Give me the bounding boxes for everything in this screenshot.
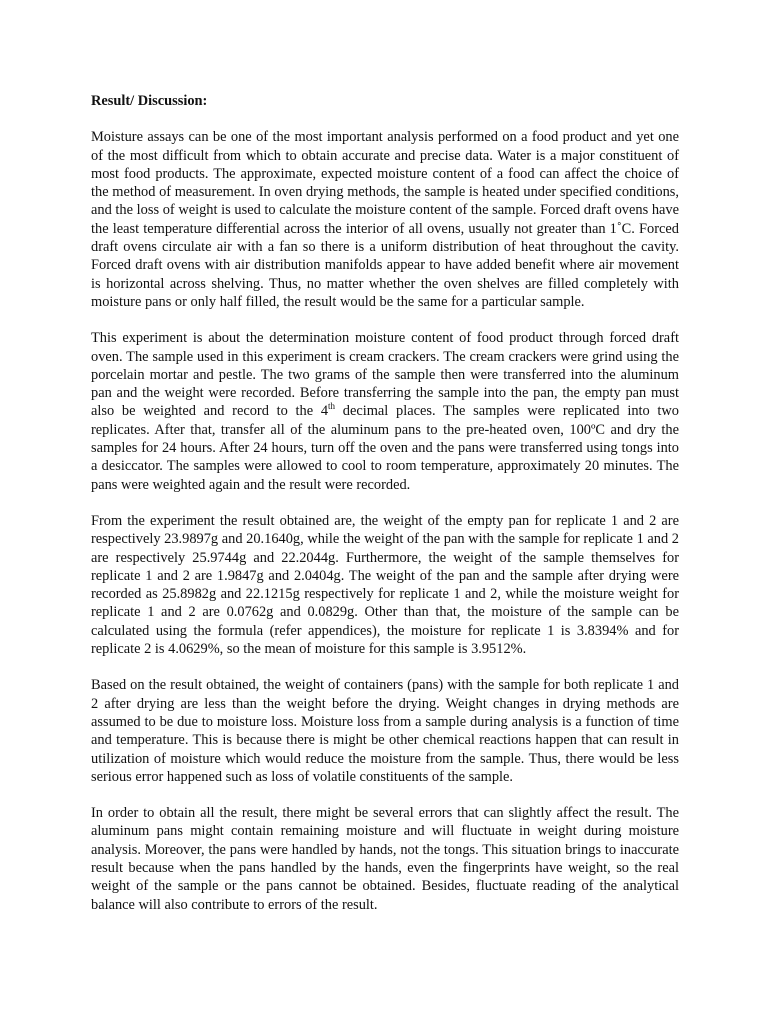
section-heading: Result/ Discussion: [91, 93, 208, 109]
paragraph-weight-changes: Based on the result obtained, the weight of containers (pans) with the sample for both replicate 1 and 2 after drying are less than the weight before the drying. Weight changes in drying methods are assumed to be due to moisture loss. Moisture loss from a sample during analysis is a function of time and temperature. This is because there is might be other chemical reactions happen that can result in utilization of moisture which would reduce the moisture from the sample. Thus, there would be less serious error happened such as loss of volatile constituents of the sample. [91, 677, 679, 785]
paragraph-experiment-procedure [91, 329, 679, 494]
paragraph-moisture-assays: Moisture assays can be one of the most important analysis performed on a food product and yet one of the most difficult from which to obtain accurate and precise data. Water is a major constituent of most food products. The approximate, expected moisture content of a food can affect the choice of the method of measurement. In oven drying methods, the sample is heated under specified conditions, and the loss of weight is used to calculate the moisture content of the sample. Forced draft ovens have the least temperature differential across the interior of all ovens, usually not greater than 1˚C. Forced draft ovens circulate air with a fan so there is a uniform distribution of heat throughout the cavity. Forced draft ovens with air distribution manifolds appear to have added benefit where air movement is horizontal across shelving. Thus, no matter whether the oven shelves are filled completely with moisture pans or only half filled, the result would be the same for a particular sample. [91, 129, 679, 310]
procedure-text-part1: This experiment is about the determination moisture content of food product through forced draft oven. The sample used in this experiment is cream crackers. The cream crackers were grind using the porcelain mortar and pestle. The two grams of the sample then were transferred into the aluminum pan and the weight were recorded. Before transferring the sample into the pan, the empty pan must also be weighted and record to the 4 [91, 330, 679, 420]
paragraph-results: From the experiment the result obtained are, the weight of the empty pan for replicate 1 and 2 are respectively 23.9897g and 20.1640g, while the weight of the pan with the sample for replicate 1 and 2 are respectively 25.9744g and 22.2044g. Furthermore, the weight of the sample themselves for replicate 1 and 2 are 1.9847g and 2.0404g. The weight of the pan and the sample after drying were recorded as 25.8982g and 22.1215g respectively for replicate 1 and 2, while the moisture weight for replicate 1 and 2 are 0.0762g and 0.0829g. Other than that, the moisture of the sample can be calculated using the formula (refer appendices), the moisture for replicate 1 is 3.8394% and for replicate 2 is 4.0629%, so the mean of moisture for this sample is 3.9512%. [91, 512, 679, 658]
paragraph-errors: In order to obtain all the result, there might be several errors that can slightly affect the result. The aluminum pans might contain remaining moisture and will fluctuate in weight during moisture analysis. Moreover, the pans were handled by hands, not the tongs. This situation brings to inaccurate result because when the pans handled by the hands, even the fingerprints have weight, so the real weight of the sample or the pans cannot be obtained. Besides, fluctuate reading of the analytical balance will also contribute to errors of the result. [91, 805, 679, 913]
document-page [91, 92, 679, 932]
ordinal-superscript: th [328, 401, 336, 412]
procedure-text-part2: decimal places. The samples were replicated into two replicates. After that, transfer all of the aluminum pans to the pre-heated oven, 100ºC and dry the samples for 24 hours. After 24 hours, turn off the oven and the pans were transferred using tongs into a desiccator. The samples were allowed to cool to room temperature, approximately 20 minutes. The pans were weighted again and the result were recorded. [91, 403, 680, 493]
